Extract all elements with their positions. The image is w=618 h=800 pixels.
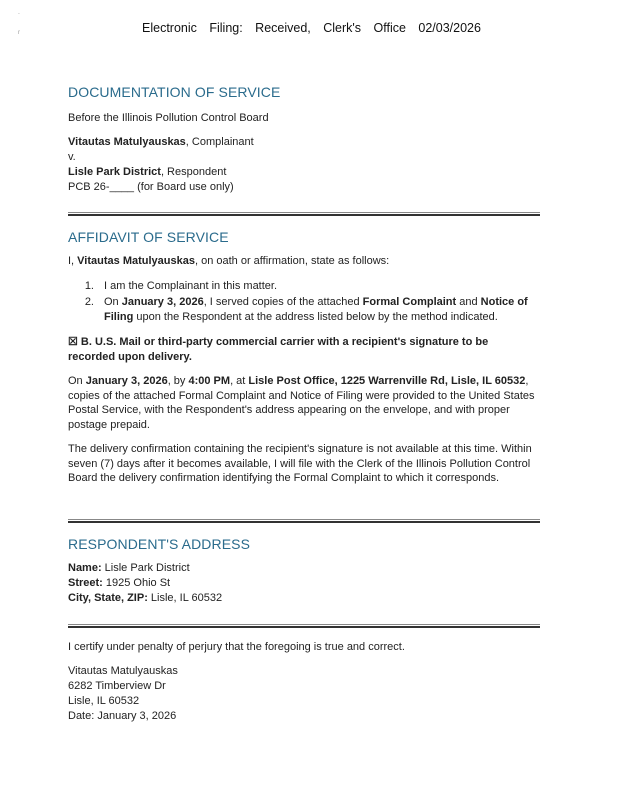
before-board: Before the Illinois Pollution Control Board [68,112,269,124]
document-title: DOCUMENTATION OF SERVICE [68,84,281,100]
divider [68,212,540,213]
address-title: RESPONDENT'S ADDRESS [68,536,251,552]
divider [68,519,540,520]
versus: v. [68,151,76,163]
service-paragraph: On January 3, 2026, by 4:00 PM, at Lisle Post Office, 1225 Warrenville Rd, Lisle, IL 60532, copies of the attached Formal Complaint and Notice of Filing were provided to the United States Postal Service, with the Respondent's address appearing on the envelope, and with proper postage prepaid. [68,375,535,431]
scan-mark: ` [18,14,20,20]
address-name: Name: Lisle Park District [68,562,190,574]
signer-city: Lisle, IL 60532 [68,695,140,707]
signer-name: Vitautas Matulyauskas [68,665,178,677]
filing-stamp: Electronic Filing: Received, Clerk's Office 02/03/2026 [142,21,481,35]
confirmation-paragraph: The delivery confirmation containing the recipient's signature is not available at this time. Within seven (7) days after it becomes available, I will file with the Clerk of the Illinois Pollution Control Board the delivery confirmation identifying the Formal Complaint to which it corresponds. [68,443,532,485]
signer-street: 6282 Timberview Dr [68,680,166,692]
divider [68,624,540,625]
scan-mark: r [18,30,20,36]
address-street: Street: 1925 Ohio St [68,577,171,589]
pcb-number: PCB 26-____ (for Board use only) [68,181,234,193]
certification: I certify under penalty of perjury that the foregoing is true and correct. [68,641,405,653]
complainant-line: Vitautas Matulyauskas, Complainant [68,136,254,148]
affidavit-intro: I, Vitautas Matulyauskas, on oath or affirmation, state as follows: [68,255,390,267]
affidavit-title: AFFIDAVIT OF SERVICE [68,229,229,245]
signature-date: Date: January 3, 2026 [68,710,177,722]
address-city: City, State, ZIP: Lisle, IL 60532 [68,592,223,604]
respondent-line: Lisle Park District, Respondent [68,166,227,178]
service-method: ☒ B. U.S. Mail or third-party commercial carrier with a recipient's signature to be recorded upon delivery. [68,336,489,363]
